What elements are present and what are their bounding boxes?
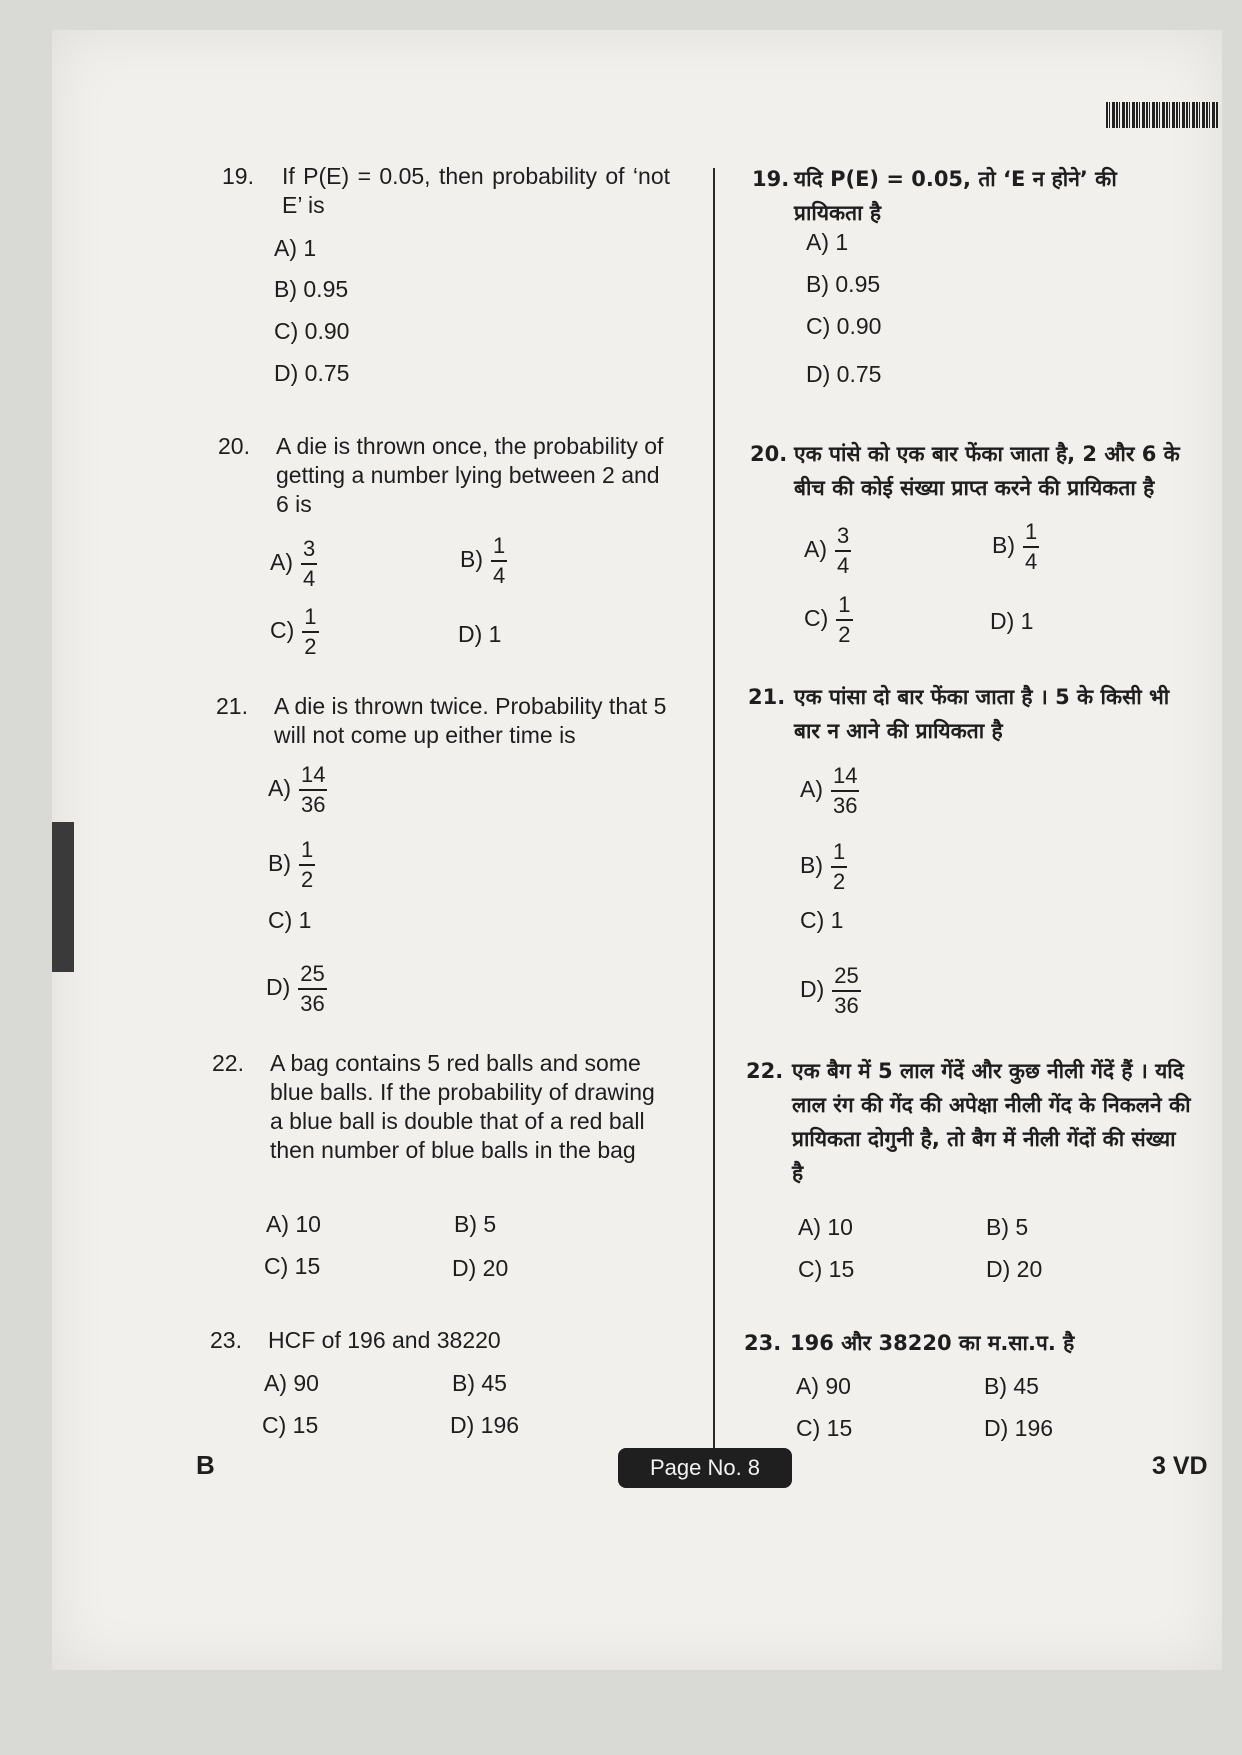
edge-tab-mark <box>52 822 74 972</box>
option-c: C) 1 <box>800 907 844 933</box>
question-text: एक बैग में 5 लाल गेंदें और कुछ नीली गेंदें हैं । यदि लाल रंग की गेंद की अपेक्षा नीली गेंद के निकलने की प्रायिकता दोगुनी है, तो बैग में नीली गेंदों की संख्या है <box>792 1059 1191 1185</box>
question-text: एक पांसा दो बार फेंका जाता है । 5 के किसी भी बार न आने की प्रायिकता है <box>794 685 1170 743</box>
question-number: 23. <box>210 1327 242 1353</box>
option-a: A) 1 <box>274 235 317 261</box>
option-c: C) 15 <box>264 1253 321 1279</box>
option-a: A) 90 <box>796 1373 851 1399</box>
paper-code: 3 VD <box>1152 1452 1208 1480</box>
question-number: 22. <box>746 1059 784 1083</box>
option-a: A) 1 <box>806 229 849 255</box>
question-text: HCF of 196 and 38220 <box>268 1327 501 1353</box>
option-a: A) $\frac{3}{4}$ <box>270 536 316 591</box>
barcode <box>1106 102 1218 128</box>
option-b: B) 45 <box>984 1373 1039 1399</box>
option-b: B) 0.95 <box>806 271 881 297</box>
fraction: $\frac{14}{36}$ <box>301 762 326 817</box>
fraction: $\frac{14}{36}$ <box>833 763 858 818</box>
question-number: 20. <box>750 442 788 466</box>
option-b: B) 5 <box>986 1214 1029 1240</box>
fraction: $\frac{1}{2}$ <box>304 604 317 659</box>
question-number: 19. <box>222 163 254 189</box>
fraction: $\frac{3}{4}$ <box>303 536 316 591</box>
option-d: D) 20 <box>452 1255 509 1281</box>
option-d: D) 1 <box>458 621 502 647</box>
column-divider <box>713 168 715 1468</box>
question-number: 19. <box>752 167 790 191</box>
question-number: 21. <box>216 693 248 719</box>
option-d: D) 196 <box>450 1412 520 1438</box>
fraction: $\frac{25}{36}$ <box>300 961 325 1016</box>
question-number: 21. <box>748 685 786 709</box>
question-text: एक पांसे को एक बार फेंका जाता है, 2 और 6 के बीच की कोई संख्या प्राप्त करने की प्रायिकता है <box>794 442 1180 500</box>
question-number: 22. <box>212 1050 244 1076</box>
option-b: B) 5 <box>454 1211 497 1237</box>
option-b: B) 45 <box>452 1370 507 1396</box>
option-b: B) $\frac{1}{4}$ <box>460 533 506 588</box>
fraction: $\frac{1}{2}$ <box>838 592 851 647</box>
option-c: C) 15 <box>796 1415 853 1441</box>
question-text: यदि P(E) = 0.05, तो ‘E न होने’ की प्रायिकता है <box>794 167 1117 225</box>
option-b: B) $\frac{1}{2}$ <box>800 839 846 894</box>
option-c: C) 1 <box>268 907 312 933</box>
option-b: B) $\frac{1}{4}$ <box>992 519 1038 574</box>
option-a: A) $\frac{14}{36}$ <box>800 763 858 818</box>
option-d: D) 196 <box>984 1415 1054 1441</box>
question-number: 23. <box>744 1331 782 1355</box>
fraction: $\frac{1}{2}$ <box>833 839 846 894</box>
option-b: B) 0.95 <box>274 276 349 302</box>
series-label: B <box>196 1450 215 1480</box>
option-a: A) 10 <box>798 1214 853 1240</box>
option-b: B) $\frac{1}{2}$ <box>268 837 314 892</box>
fraction: $\frac{1}{4}$ <box>1025 519 1038 574</box>
option-c: C) 0.90 <box>274 318 350 344</box>
option-d: D) 0.75 <box>274 360 350 386</box>
option-a: A) $\frac{14}{36}$ <box>268 762 326 817</box>
question-number: 20. <box>218 433 250 459</box>
fraction: $\frac{1}{4}$ <box>493 533 506 588</box>
fraction: $\frac{1}{2}$ <box>301 837 314 892</box>
option-c: C) 15 <box>262 1412 319 1438</box>
option-c: C) $\frac{1}{2}$ <box>804 592 851 647</box>
fraction: $\frac{25}{36}$ <box>834 963 859 1018</box>
option-d: D) $\frac{25}{36}$ <box>266 961 325 1016</box>
question-text: A bag contains 5 red balls and some blue balls. If the probability of drawing a blue ball is double that of a red ball then number of blue balls in the bag <box>270 1050 655 1163</box>
option-a: A) 90 <box>264 1370 319 1396</box>
fraction: $\frac{3}{4}$ <box>837 523 850 578</box>
option-d: D) 20 <box>986 1256 1043 1282</box>
option-c: C) 15 <box>798 1256 855 1282</box>
question-text: If P(E) = 0.05, then probability of ‘not E’ is <box>282 163 670 218</box>
option-a: A) 10 <box>266 1211 321 1237</box>
question-text: A die is thrown once, the probability of getting a number lying between 2 and 6 is <box>276 433 664 517</box>
page-number-badge: Page No. 8 <box>618 1448 792 1488</box>
option-d: D) 1 <box>990 608 1034 634</box>
question-text: A die is thrown twice. Probability that 5 will not come up either time is <box>274 693 667 748</box>
option-c: C) 0.90 <box>806 313 882 339</box>
option-c: C) $\frac{1}{2}$ <box>270 604 317 659</box>
option-a: A) $\frac{3}{4}$ <box>804 523 850 578</box>
option-d: D) 0.75 <box>806 361 882 387</box>
option-d: D) $\frac{25}{36}$ <box>800 963 859 1018</box>
question-text: 196 और 38220 का म.सा.प. है <box>790 1331 1075 1355</box>
